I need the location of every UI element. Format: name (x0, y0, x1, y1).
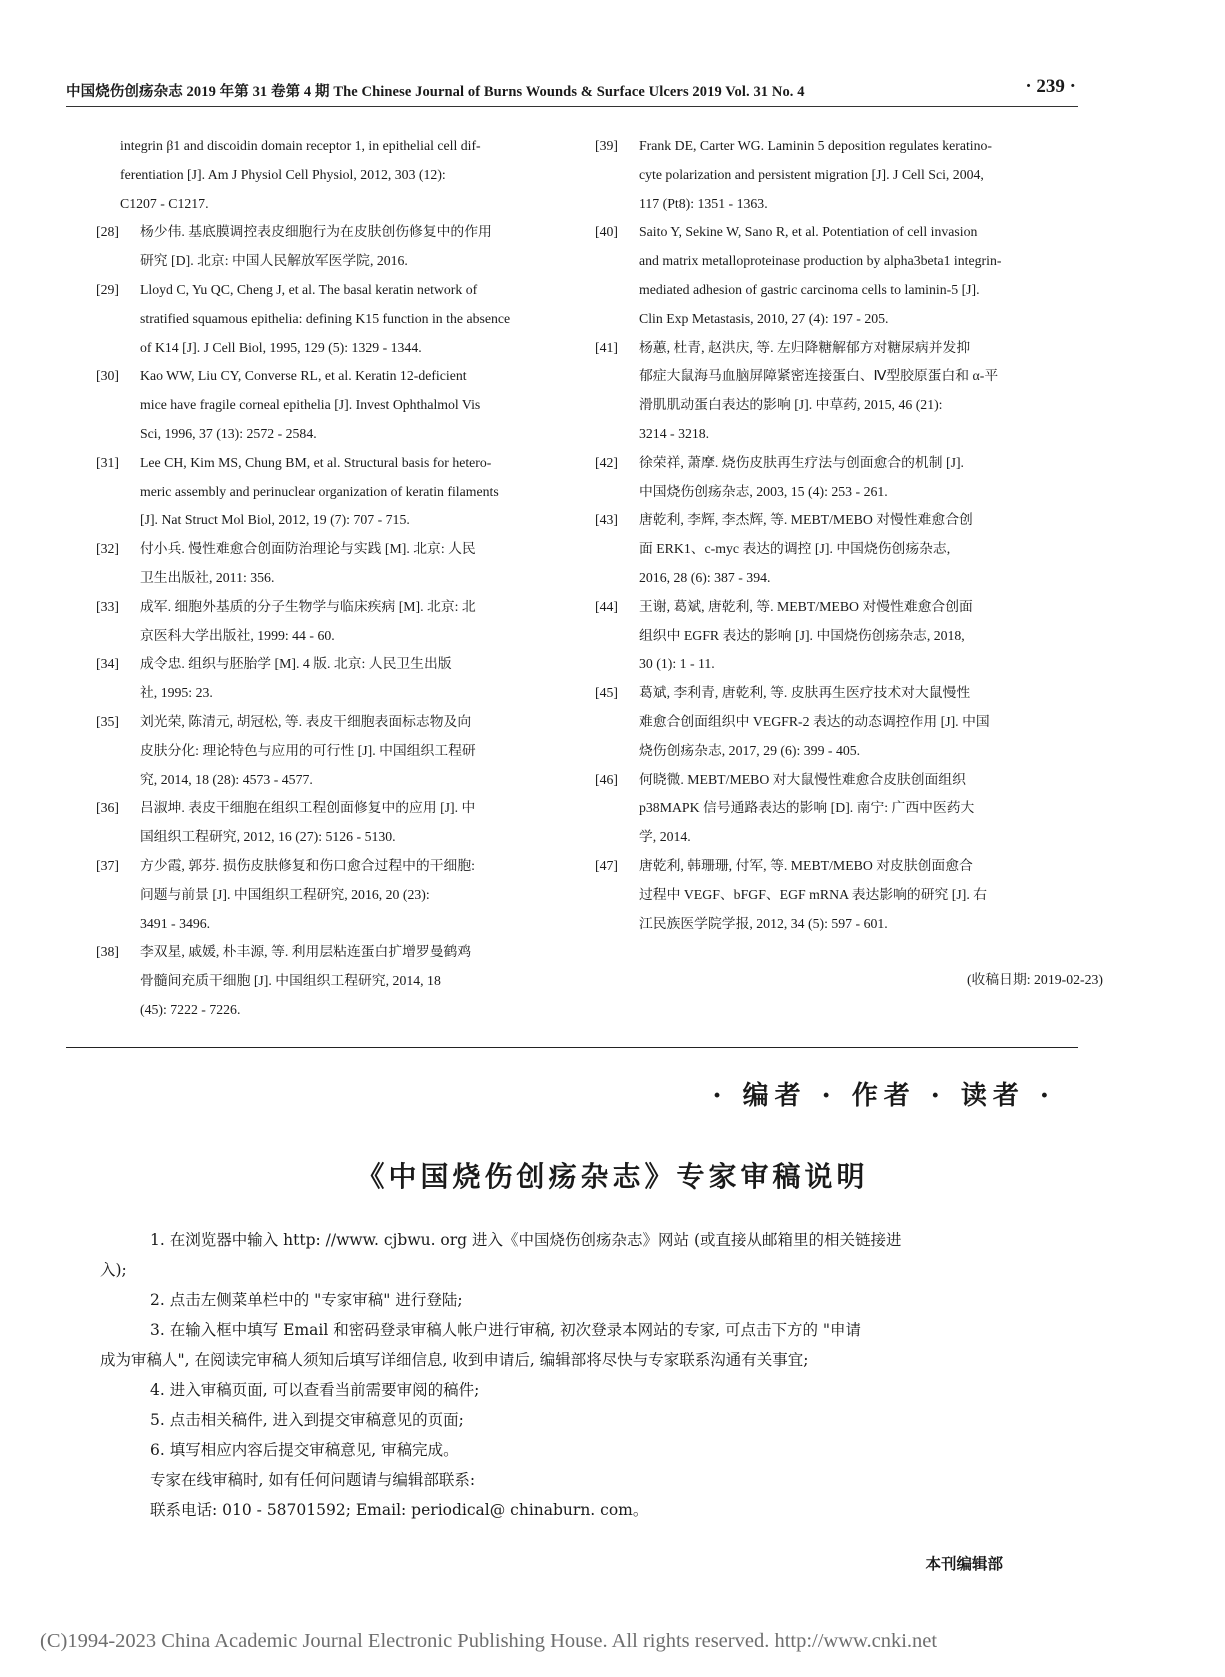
instruction-line: 5. 点击相关稿件, 进入到提交审稿意见的页面; (150, 1411, 464, 1429)
reference-entry (96, 535, 596, 593)
reference-line: p38MAPK 信号通路表达的影响 [D]. 南宁: 广西中医药大 (639, 800, 975, 816)
reference-line: 社, 1995: 23. (140, 685, 213, 701)
received-date: (收稿日期: 2019-02-23) (966, 972, 1103, 987)
instruction-line: 3. 在输入框中填写 Email 和密码登录审稿人帐户进行审稿, 初次登录本网站的专家, 可点击下方的 "申请 (150, 1321, 862, 1339)
reference-line: 过程中 VEGF、bFGF、EGF mRNA 表达影响的研究 [J]. 右 (639, 886, 988, 902)
header-rule (66, 106, 1078, 107)
reference-line: 杨蕙, 杜青, 赵洪庆, 等. 左归降糖解郁方对糖尿病并发抑 (639, 339, 971, 355)
reference-number: [40] (595, 224, 618, 240)
reference-line: mice have fragile corneal epithelia [J]. Invest Ophthalmol Vis (140, 397, 481, 413)
reference-line: (45): 7222 - 7226. (140, 1001, 241, 1017)
reference-line: 研究 [D]. 北京: 中国人民解放军医学院, 2016. (140, 253, 408, 269)
reference-entry (595, 852, 1095, 938)
reference-entry (96, 593, 596, 651)
reference-line: 唐乾利, 李辉, 李杰辉, 等. MEBT/MEBO 对慢性难愈合创 (639, 512, 973, 528)
instruction-line: 6. 填写相应内容后提交审稿意见, 审稿完成。 (150, 1441, 459, 1459)
reference-number: [36] (96, 800, 119, 816)
journal-header: 中国烧伤创疡杂志 2019 年第 31 卷第 4 期 The Chinese Journal of Burns Wounds & Surface Ulcers 2019 Vol. 31 No. 4 (66, 84, 805, 100)
reference-line: 30 (1): 1 - 11. (639, 656, 715, 672)
editorial-signature: 本刊编辑部 (925, 1554, 1003, 1573)
reference-number: [47] (595, 857, 618, 873)
instruction-line: 2. 点击左侧菜单栏中的 "专家审稿" 进行登陆; (150, 1291, 463, 1309)
section-title: · 编者 · 作者 · 读者 · (712, 1081, 1055, 1111)
reference-number: [33] (96, 598, 119, 614)
reference-line: 究, 2014, 18 (28): 4573 - 4577. (140, 771, 313, 787)
page-number: · 239 · (1025, 76, 1076, 97)
reference-entry (595, 449, 1095, 507)
reference-line: 卫生出版社, 2011: 356. (140, 569, 275, 585)
reference-line: 方少霞, 郭芬. 损伤皮肤修复和伤口愈合过程中的干细胞: (140, 857, 475, 873)
reference-number: [44] (595, 598, 618, 614)
reference-number: [32] (96, 541, 119, 557)
reference-number: [29] (96, 281, 119, 297)
reference-entry (595, 218, 1095, 333)
reference-line: 葛斌, 李利青, 唐乾利, 等. 皮肤再生医疗技术对大鼠慢性 (639, 685, 971, 701)
reference-line: 何晓微. MEBT/MEBO 对大鼠慢性难愈合皮肤创面组织 (639, 771, 966, 787)
instruction-line: 1. 在浏览器中输入 http: //www. cjbwu. org 进入《中国烧伤创疡杂志》网站 (或直接从邮箱里的相关链接进 (150, 1231, 902, 1249)
reference-entry (595, 334, 1095, 449)
reference-line: and matrix metalloproteinase production by alpha3beta1 integrin- (639, 253, 1002, 269)
reference-line: 学, 2014. (639, 829, 691, 845)
reference-line: 刘光荣, 陈清元, 胡冠松, 等. 表皮干细胞表面标志物及向 (140, 713, 472, 729)
instruction-line: 4. 进入审稿页面, 可以查看当前需要审阅的稿件; (150, 1381, 480, 1399)
reference-line: 中国烧伤创疡杂志, 2003, 15 (4): 253 - 261. (639, 483, 888, 499)
reference-line: integrin β1 and discoidin domain receptor 1, in epithelial cell dif- (120, 138, 481, 153)
reference-line: 京医科大学出版社, 1999: 44 - 60. (140, 627, 335, 643)
reference-entry (96, 708, 596, 794)
running-header (66, 76, 1076, 104)
reference-line: [J]. Nat Struct Mol Biol, 2012, 19 (7): 707 - 715. (140, 512, 410, 528)
reference-line: 唐乾利, 韩珊珊, 付军, 等. MEBT/MEBO 对皮肤创面愈合 (639, 857, 973, 873)
reference-line: C1207 - C1217. (120, 195, 209, 211)
reference-line: mediated adhesion of gastric carcinoma cells to laminin-5 [J]. (639, 281, 980, 297)
reference-number: [41] (595, 339, 618, 355)
reference-line: Lloyd C, Yu QC, Cheng J, et al. The basal keratin network of (140, 281, 478, 297)
reference-line: 3214 - 3218. (639, 425, 710, 441)
reference-line: 付小兵. 慢性难愈合创面防治理论与实践 [M]. 北京: 人民 (140, 541, 476, 557)
reference-line: 问题与前景 [J]. 中国组织工程研究, 2016, 20 (23): (140, 886, 430, 902)
reference-entry (96, 362, 596, 448)
reference-entry (96, 938, 596, 1024)
reference-entry (595, 593, 1095, 679)
reference-line: Frank DE, Carter WG. Laminin 5 deposition regulates keratino- (639, 138, 993, 153)
reference-line: Lee CH, Kim MS, Chung BM, et al. Structural basis for hetero- (140, 454, 492, 470)
reference-entry (96, 449, 596, 535)
reference-line: 李双星, 戚媛, 朴丰源, 等. 利用层粘连蛋白扩增罗曼鹤鸡 (140, 944, 472, 960)
reference-number: [30] (96, 368, 119, 384)
reference-line: 皮肤分化: 理论特色与应用的可行性 [J]. 中国组织工程研 (140, 742, 476, 758)
notice-title: 《中国烧伤创疡杂志》专家审稿说明 (356, 1160, 869, 1193)
reference-line: meric assembly and perinuclear organization of keratin filaments (140, 483, 499, 499)
reference-line: Kao WW, Liu CY, Converse RL, et al. Keratin 12-deficient (140, 368, 467, 384)
reference-number: [31] (96, 454, 119, 470)
review-instructions (100, 1225, 1050, 1525)
reference-entry (96, 218, 596, 276)
references-left-column (96, 132, 596, 1025)
reference-line: Saito Y, Sekine W, Sano R, et al. Potentiation of cell invasion (639, 224, 978, 240)
reference-line: 郁症大鼠海马血脑屏障紧密连接蛋白、Ⅳ型胶原蛋白和 α-平 (639, 368, 999, 384)
reference-line: 成令忠. 组织与胚胎学 [M]. 4 版. 北京: 人民卫生出版 (140, 656, 452, 672)
instruction-line: 联系电话: 010 - 58701592; Email: periodical@ chinaburn. com。 (150, 1501, 649, 1519)
reference-entry (96, 276, 596, 362)
reference-line: 2016, 28 (6): 387 - 394. (639, 569, 771, 585)
instruction-line: 专家在线审稿时, 如有任何问题请与编辑部联系: (150, 1471, 476, 1489)
reference-entry (595, 766, 1095, 852)
reference-line: Clin Exp Metastasis, 2010, 27 (4): 197 - 205. (639, 310, 889, 326)
reference-line: ferentiation [J]. Am J Physiol Cell Physiol, 2012, 303 (12): (120, 166, 446, 182)
reference-entry (96, 852, 596, 938)
reference-number: [35] (96, 713, 119, 729)
reference-line: of K14 [J]. J Cell Biol, 1995, 129 (5): 1329 - 1344. (140, 339, 422, 355)
reference-number: [42] (595, 454, 618, 470)
reference-line: 吕淑坤. 表皮干细胞在组织工程创面修复中的应用 [J]. 中 (140, 800, 476, 816)
reference-number: [46] (595, 771, 618, 787)
references-right-column (595, 132, 1095, 938)
reference-line: 117 (Pt8): 1351 - 1363. (639, 195, 768, 211)
reference-number: [39] (595, 138, 618, 153)
reference-line: 滑肌肌动蛋白表达的影响 [J]. 中草药, 2015, 46 (21): (639, 397, 943, 413)
reference-entry (96, 132, 596, 218)
reference-entry (595, 506, 1095, 592)
section-divider (66, 1047, 1078, 1048)
reference-line: 徐荣祥, 萧摩. 烧伤皮肤再生疗法与创面愈合的机制 [J]. (639, 454, 964, 470)
reference-line: 难愈合创面组织中 VEGFR-2 表达的动态调控作用 [J]. 中国 (639, 713, 990, 729)
reference-line: 王谢, 葛斌, 唐乾利, 等. MEBT/MEBO 对慢性难愈合创面 (639, 598, 973, 614)
reference-line: 组织中 EGFR 表达的影响 [J]. 中国烧伤创疡杂志, 2018, (639, 627, 965, 643)
reference-line: 面 ERK1、c-myc 表达的调控 [J]. 中国烧伤创疡杂志, (639, 541, 951, 557)
reference-number: [34] (96, 656, 119, 672)
instruction-line: 入); (100, 1261, 127, 1279)
reference-line: cyte polarization and persistent migration [J]. J Cell Sci, 2004, (639, 166, 984, 182)
reference-line: 国组织工程研究, 2012, 16 (27): 5126 - 5130. (140, 829, 396, 845)
reference-line: 杨少伟. 基底膜调控表皮细胞行为在皮肤创伤修复中的作用 (140, 224, 492, 240)
reference-number: [28] (96, 224, 119, 240)
reference-line: 成军. 细胞外基质的分子生物学与临床疾病 [M]. 北京: 北 (140, 598, 476, 614)
reference-entry (595, 679, 1095, 765)
reference-line: Sci, 1996, 37 (13): 2572 - 2584. (140, 425, 317, 441)
reference-entry (96, 650, 596, 708)
reference-number: [38] (96, 944, 119, 960)
reference-number: [45] (595, 685, 618, 701)
reference-line: 3491 - 3496. (140, 915, 211, 931)
reference-line: 烧伤创疡杂志, 2017, 29 (6): 399 - 405. (639, 742, 861, 758)
copyright-footer: (C)1994-2023 China Academic Journal Electronic Publishing House. All rights reserved. http://www.cnki.net (40, 1630, 938, 1652)
reference-number: [43] (595, 512, 618, 528)
reference-entry (595, 132, 1095, 218)
instruction-line: 成为审稿人", 在阅读完审稿人须知后填写详细信息, 收到申请后, 编辑部将尽快与专家联系沟通有关事宜; (100, 1351, 809, 1369)
reference-line: stratified squamous epithelia: defining K15 function in the absence (140, 310, 511, 326)
reference-line: 江民族医学院学报, 2012, 34 (5): 597 - 601. (639, 915, 888, 931)
reference-line: 骨髓间充质干细胞 [J]. 中国组织工程研究, 2014, 18 (140, 973, 441, 989)
reference-entry (96, 794, 596, 852)
reference-number: [37] (96, 857, 119, 873)
